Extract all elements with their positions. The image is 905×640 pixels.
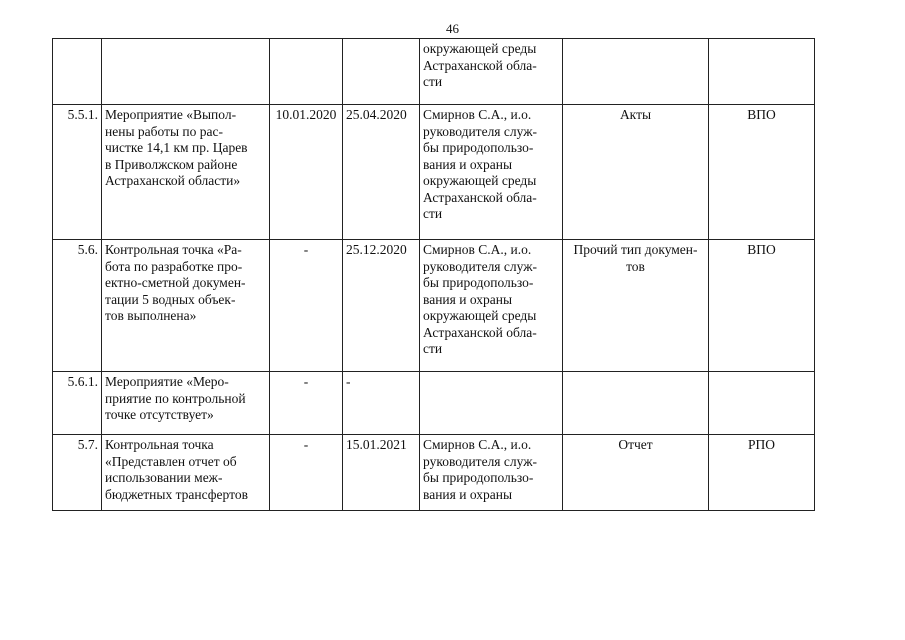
activity-name-line: Контрольная точка «Ра-	[105, 242, 242, 257]
page-number: 46	[446, 21, 459, 36]
activity-name-cell	[102, 240, 270, 372]
activity-name-line: Мероприятие «Меро-	[105, 374, 229, 389]
document-type-cell	[563, 372, 709, 435]
level-cell: РПО	[709, 435, 815, 511]
activity-name-line: Мероприятие «Выпол-	[105, 107, 237, 122]
activity-name-line: Контрольная точка	[105, 437, 214, 452]
table-row	[53, 435, 815, 511]
document-type-line: Прочий тип докумен-	[573, 242, 698, 257]
start-date-cell: -	[270, 240, 343, 372]
responsible-cell	[420, 435, 563, 511]
activity-table	[52, 38, 815, 511]
row-number-cell: 5.6.1.	[53, 372, 102, 435]
row-number-cell: 5.5.1.	[53, 105, 102, 240]
activity-name-line: в Приволжском районе	[105, 156, 238, 172]
level-cell	[709, 372, 815, 435]
start-date-cell: 10.01.2020	[270, 105, 343, 240]
activity-name-line: тов выполнена»	[105, 308, 197, 323]
table-row	[53, 240, 815, 372]
row-number-cell: 5.6.	[53, 240, 102, 372]
activity-name-line: ектно-сметной докумен-	[105, 275, 246, 290]
table-row	[53, 105, 815, 240]
end-date-cell: 25.12.2020	[343, 240, 420, 372]
responsible-line: сти	[423, 341, 443, 356]
responsible-line: руководителя служ-	[423, 453, 538, 469]
responsible-line: окружающей среды	[423, 308, 537, 323]
activity-name-cell	[102, 39, 270, 105]
responsible-cell	[420, 240, 563, 372]
responsible-line: вания и охраны	[423, 156, 513, 172]
responsible-line: руководителя служ-	[423, 123, 538, 139]
level-cell: ВПО	[709, 240, 815, 372]
end-date-cell: 25.04.2020	[343, 105, 420, 240]
row-number-cell: 5.7.	[53, 435, 102, 511]
activity-name-line: бюджетных трансфертов	[105, 486, 248, 502]
activity-name-line: нены работы по рас-	[105, 123, 223, 139]
document-type-cell	[563, 240, 709, 372]
responsible-line: вания и охраны	[423, 486, 513, 502]
row-number-cell	[53, 39, 102, 105]
document-type-cell	[563, 39, 709, 105]
responsible-line: сти	[423, 206, 443, 221]
level-cell: ВПО	[709, 105, 815, 240]
responsible-cell	[420, 372, 563, 435]
document-type-line: Акты	[619, 107, 652, 122]
end-date-cell: 15.01.2021	[343, 435, 420, 511]
responsible-line: Смирнов С.А., и.о.	[423, 242, 532, 257]
responsible-line: бы природопользо-	[423, 140, 534, 155]
activity-name-line: «Представлен отчет об	[105, 453, 237, 469]
start-date-cell: -	[270, 372, 343, 435]
document-type-line: тов	[626, 258, 645, 274]
activity-name-line: бота по разработке про-	[105, 258, 243, 274]
activity-name-line: тации 5 водных объек-	[105, 291, 236, 307]
responsible-line: вания и охраны	[423, 291, 513, 307]
table-row	[53, 372, 815, 435]
activity-name-line: точке отсутствует»	[105, 407, 214, 422]
responsible-line: Астраханской обла-	[423, 189, 537, 205]
responsible-cell	[420, 39, 563, 105]
end-date-cell: -	[343, 372, 420, 435]
table-row	[53, 39, 815, 105]
responsible-line: Смирнов С.А., и.о.	[423, 107, 532, 122]
responsible-cell	[420, 105, 563, 240]
responsible-line: Астраханской обла-	[423, 324, 537, 340]
start-date-cell	[270, 39, 343, 105]
level-cell	[709, 39, 815, 105]
responsible-line: Смирнов С.А., и.о.	[423, 437, 532, 452]
responsible-line: бы природопользо-	[423, 470, 534, 485]
activity-name-line: использовании меж-	[105, 470, 223, 485]
activity-name-line: приятие по контрольной	[105, 390, 246, 406]
activity-name-line: чистке 14,1 км пр. Царев	[105, 140, 248, 155]
document-type-cell	[563, 105, 709, 240]
activity-name-cell	[102, 105, 270, 240]
activity-name-cell	[102, 435, 270, 511]
responsible-line: руководителя служ-	[423, 258, 538, 274]
responsible-line: окружающей среды	[423, 173, 537, 188]
responsible-line: окружающей среды	[423, 41, 537, 56]
start-date-cell: -	[270, 435, 343, 511]
activity-name-line: Астраханской области»	[105, 173, 241, 188]
document-type-cell	[563, 435, 709, 511]
responsible-line: бы природопользо-	[423, 275, 534, 290]
responsible-line: сти	[423, 74, 443, 89]
activity-name-cell	[102, 372, 270, 435]
document-type-line: Отчет	[618, 437, 653, 452]
responsible-line: Астраханской обла-	[423, 57, 537, 73]
end-date-cell	[343, 39, 420, 105]
